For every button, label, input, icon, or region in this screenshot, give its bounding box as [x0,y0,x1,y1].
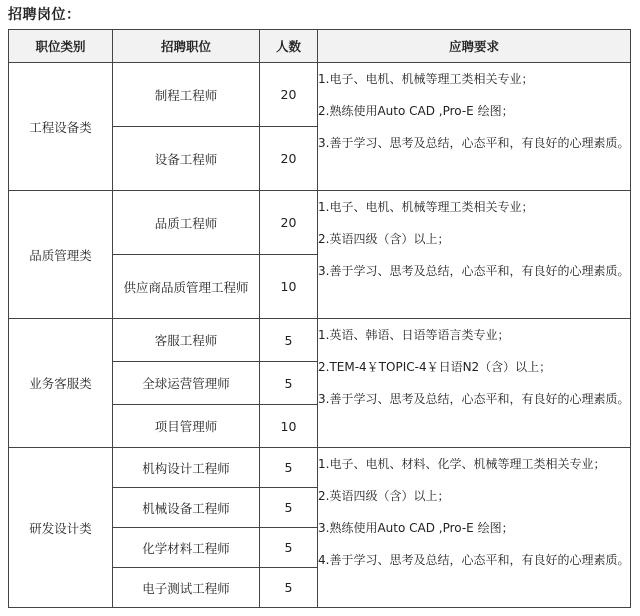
requirement-item: 2.英语四级（含）以上； [318,489,450,503]
requirement-item: 2.TEM-4￥TOPIC-4￥日语N2（含）以上； [318,360,552,374]
requirement-item: 3.熟练使用Auto CAD ,Pro-E 绘图； [318,521,514,535]
table-row [9,319,631,362]
category-cell: 研发设计类 [9,448,113,608]
count-cell: 20 [260,63,318,127]
category-cell: 业务客服类 [9,319,113,448]
position-cell: 制程工程师 [113,63,260,127]
requirements-cell [318,191,631,319]
requirements-cell [318,319,631,448]
count-cell: 10 [260,255,318,319]
position-cell: 机械设备工程师 [113,488,260,528]
table-row [9,63,631,127]
count-cell: 5 [260,488,318,528]
count-cell: 5 [260,362,318,405]
position-cell: 机构设计工程师 [113,448,260,488]
count-cell: 20 [260,191,318,255]
count-cell: 20 [260,127,318,191]
requirement-item: 4.善于学习、思考及总结，心态平和，有良好的心理素质。 [318,553,630,567]
requirements-cell [318,63,631,191]
requirement-item: 3.善于学习、思考及总结，心态平和，有良好的心理素质。 [318,136,630,150]
requirement-item: 1.电子、电机、机械等理工类相关专业； [318,200,534,214]
position-cell: 电子测试工程师 [113,568,260,608]
category-cell: 工程设备类 [9,63,113,191]
header-position: 招聘职位 [113,30,260,63]
position-cell: 化学材料工程师 [113,528,260,568]
position-cell: 供应商品质管理工程师 [113,255,260,319]
recruitment-table [8,29,631,608]
position-cell: 全球运营管理师 [113,362,260,405]
position-cell: 客服工程师 [113,319,260,362]
count-cell: 5 [260,528,318,568]
page-title: 招聘岗位： [8,7,81,23]
requirement-item: 2.熟练使用Auto CAD ,Pro-E 绘图； [318,104,514,118]
header-requirements: 应聘要求 [318,30,631,63]
count-cell: 5 [260,448,318,488]
requirements-cell [318,448,631,608]
requirement-item: 1.电子、电机、材料、化学、机械等理工类相关专业； [318,457,606,471]
header-category: 职位类别 [9,30,113,63]
header-count: 人数 [260,30,318,63]
count-cell: 10 [260,405,318,448]
category-cell: 品质管理类 [9,191,113,319]
requirement-item: 1.英语、韩语、日语等语言类专业； [318,328,510,342]
count-cell: 5 [260,568,318,608]
table-row [9,191,631,255]
position-cell: 设备工程师 [113,127,260,191]
requirement-item: 2.英语四级（含）以上； [318,232,450,246]
requirement-item: 3.善于学习、思考及总结，心态平和，有良好的心理素质。 [318,392,630,406]
count-cell: 5 [260,319,318,362]
requirement-item: 3.善于学习、思考及总结，心态平和，有良好的心理素质。 [318,264,630,278]
table-header-row [9,30,631,63]
table-row [9,448,631,488]
position-cell: 品质工程师 [113,191,260,255]
position-cell: 项目管理师 [113,405,260,448]
requirement-item: 1.电子、电机、机械等理工类相关专业； [318,72,534,86]
